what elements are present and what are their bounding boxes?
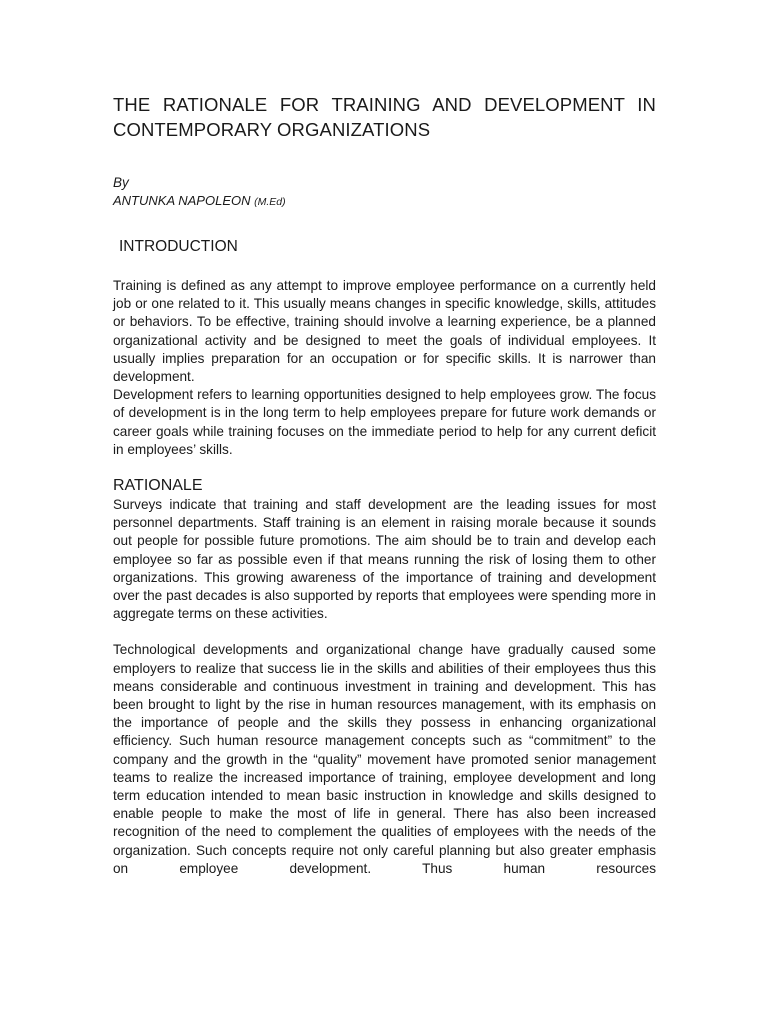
document-page [113, 92, 656, 878]
introduction-paragraph: Development refers to learning opportunities designed to help employees grow. The focus of development is in the long term to help employees prepare for future work demands or career goals while training focuses on the immediate period to help for any current deficit in employees’ skills. [113, 387, 656, 457]
introduction-paragraph: Training is defined as any attempt to improve employee performance on a currently held job or one related to it. This usually means changes in specific knowledge, skills, attitudes or behaviors. To be effective, training should involve a learning experience, be a planned organizational activity and be designed to meet the goals of individual employees. It usually implies preparation for an occupation or for specific skills. It is narrower than development. [113, 278, 656, 385]
author-name: ANTUNKA NAPOLEON [113, 193, 251, 208]
author-line [113, 192, 656, 211]
rationale-paragraph-text: Technological developments and organizational change have gradually caused some employers to realize that success lie in the skills and abilities of their employees thus this means considerable and continuous investment in training and development. This has been brought to light by the rise in human resources management, with its emphasis on the importance of people and the skills they possess in enhancing organizational efficiency. Such human resource management concepts such as “commitment” to the company and the growth in the “quality” movement have promoted senior management teams to realize the increased importance of training, employee development and long term education intended to mean basic instruction in knowledge and skills designed to enable people to make the most of life in general. There has also been increased recognition of the need to complement the qualities of employees with the needs of the organization. Such concepts require not only careful planning but also greater emphasis on employee development. Thus human resources [113, 642, 656, 876]
author-degree: (M.Ed) [254, 196, 286, 208]
rationale-paragraph [113, 641, 656, 878]
rationale-paragraph: Surveys indicate that training and staff development are the leading issues for most personnel departments. Staff training is an element in raising morale because it sounds out people for possible future promotions. The aim should be to train and develop each employee so far as possible even if that means running the risk of losing them to other organizations. This growing awareness of the importance of training and development over the past decades is also supported by reports that employees were spending more in aggregate terms on these activities. [113, 497, 656, 622]
rationale-heading: RATIONALE [113, 477, 203, 495]
byline-label: By [113, 175, 129, 190]
introduction-heading: INTRODUCTION [119, 238, 238, 255]
document-title: THE RATIONALE FOR TRAINING AND DEVELOPMENT IN CONTEMPORARY ORGANIZATIONS [113, 94, 656, 140]
